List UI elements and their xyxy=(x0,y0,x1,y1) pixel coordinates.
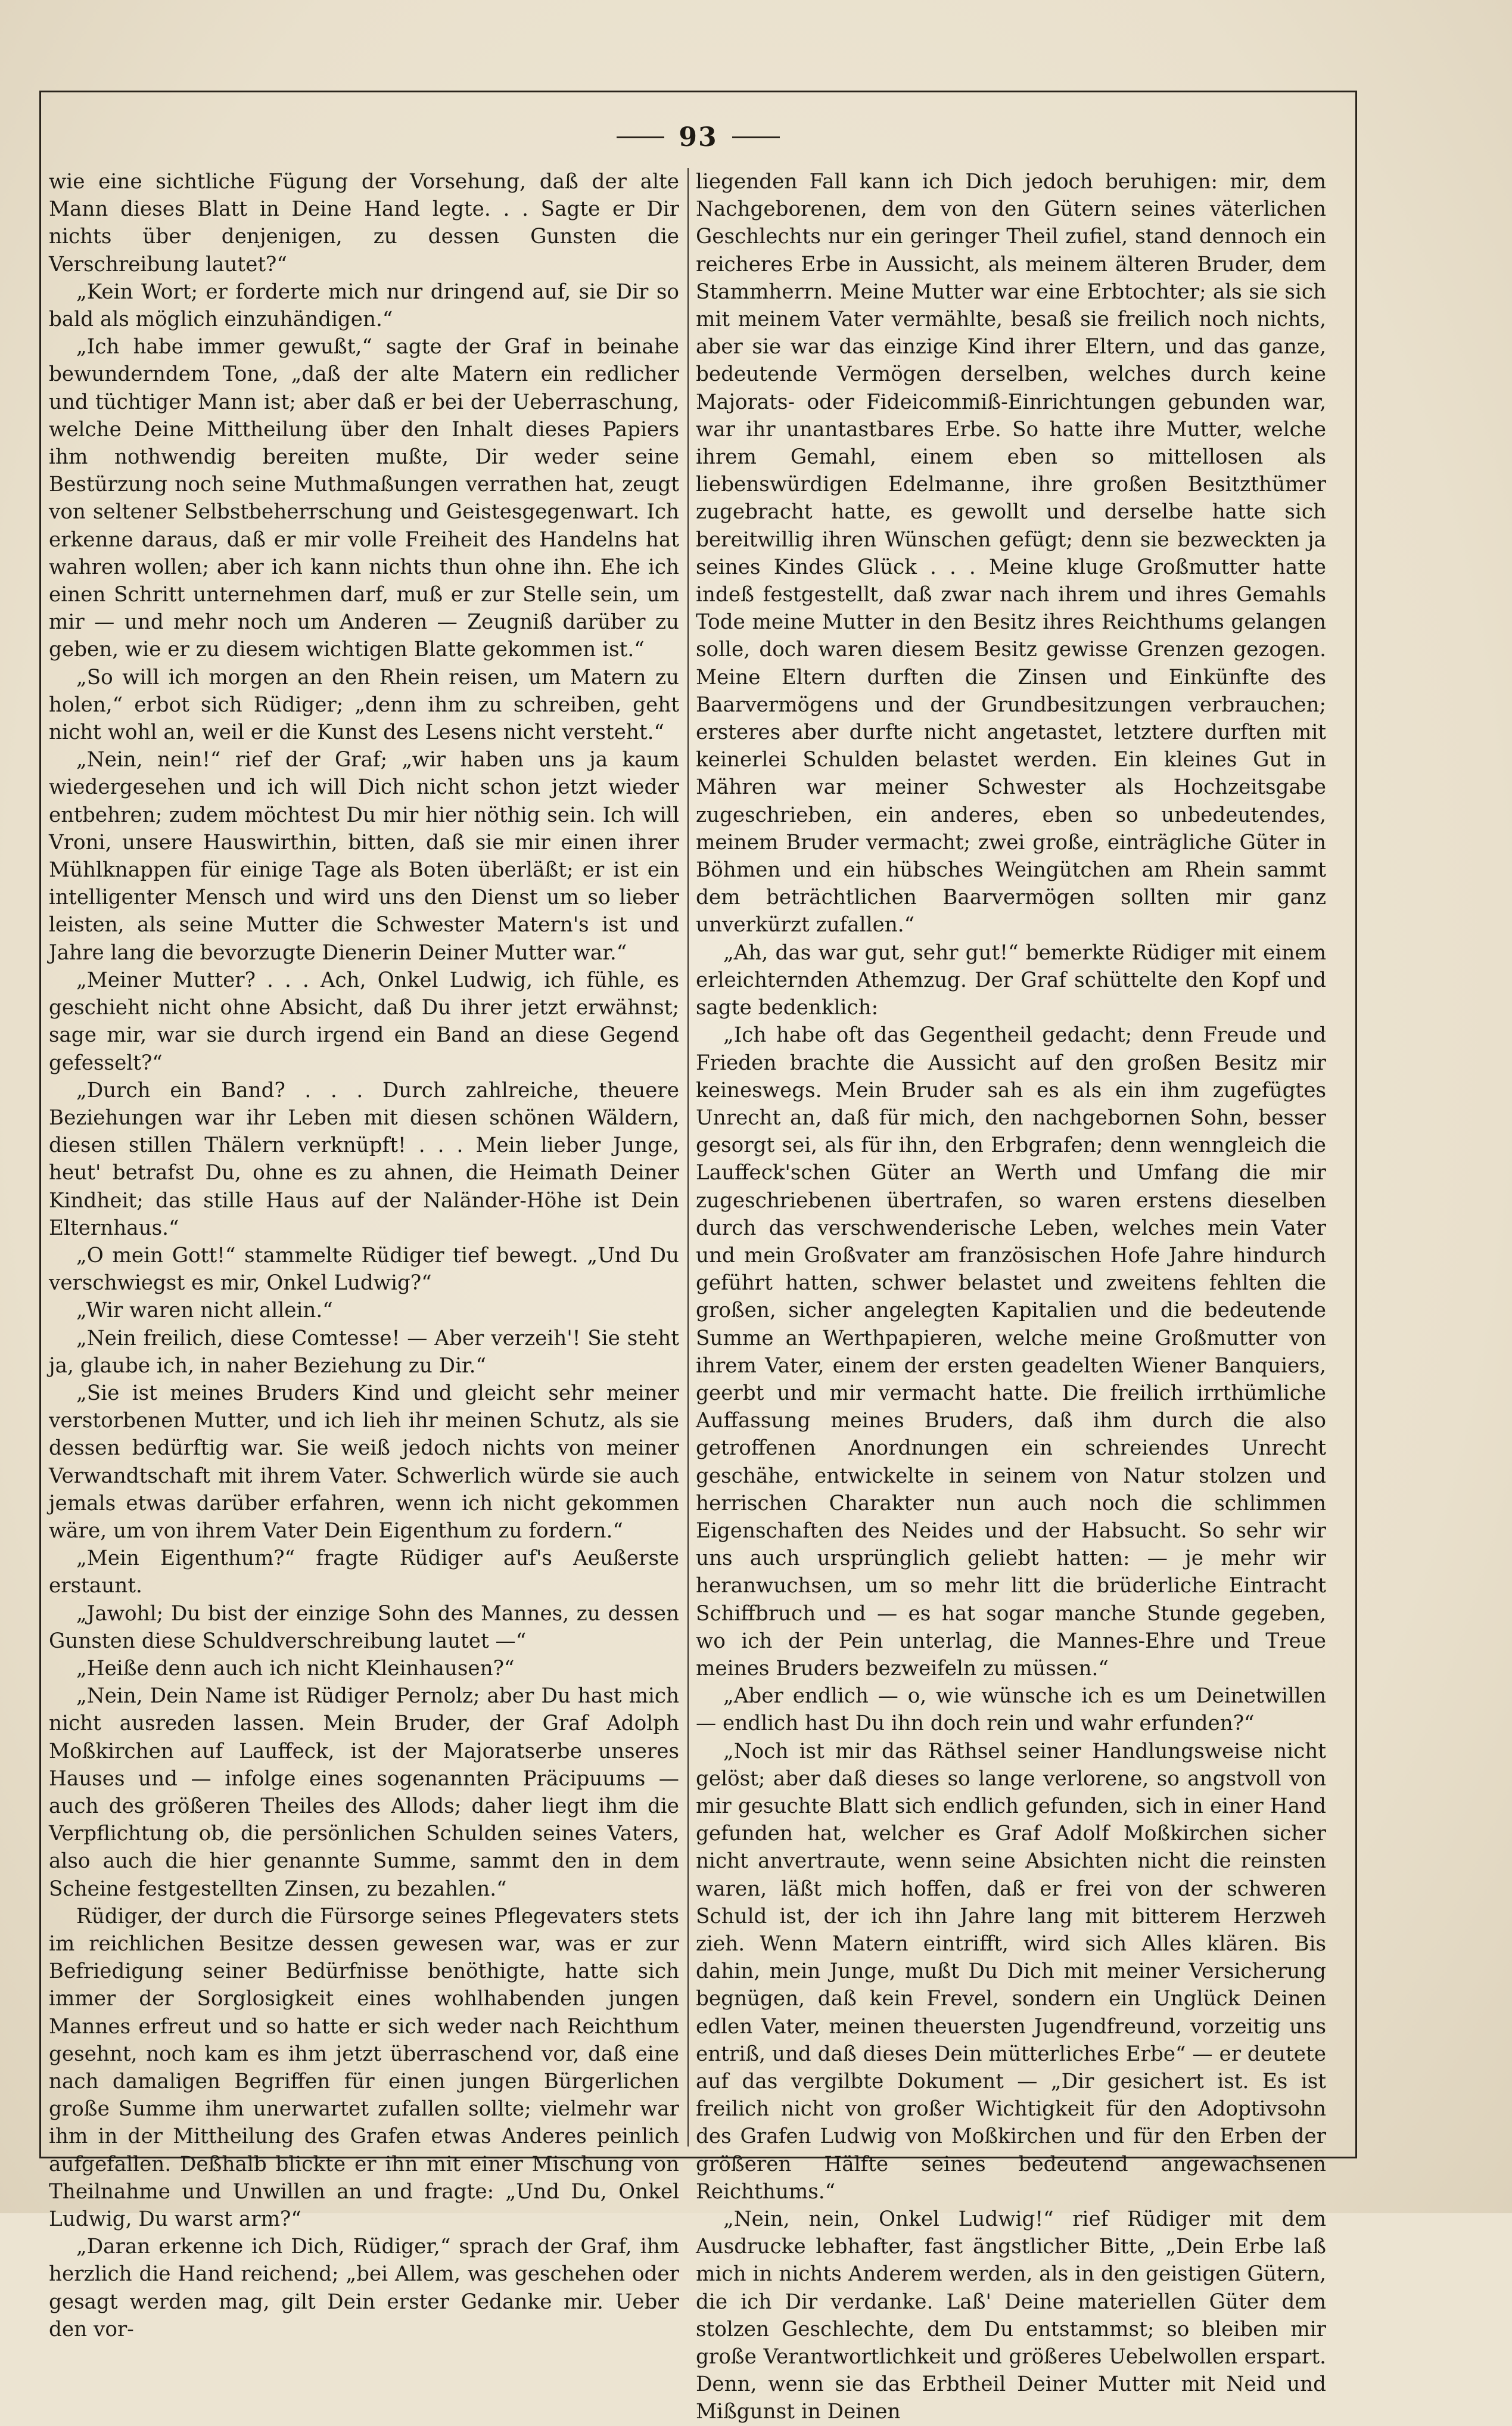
column-divider xyxy=(687,168,689,2147)
paragraph: „Nein, Dein Name ist Rüdiger Pernolz; aber Du hast mich nicht ausreden lassen. Mein Bruder, der Graf Adolph Moßkirchen auf Lauffeck, ist der Majoratserbe unseres Hauses und — infolge eines sogenannten Präcipuums — auch des größeren Theiles des Allods; daher liegt ihm die Verpflichtung ob, die persönlichen Schulden seines Vaters, also auch die hier genannte Summe, sammt den in dem Scheine festgestellten Zinsen, zu bezahlen.“ xyxy=(49,1684,679,1901)
paragraph: „Sie ist meines Bruders Kind und gleicht sehr meiner verstorbenen Mutter, und ich lieh ihr meinen Schutz, als sie dessen bedürftig war. Sie weiß jedoch nichts von meiner Verwandtschaft mit ihrem Vater. Schwerlich würde sie auch jemals etwas darüber erfahren, wenn ich nicht gekommen wäre, um von ihrem Vater Dein Eigenthum zu fordern.“ xyxy=(49,1381,679,1543)
paragraph: „Nein, nein!“ rief der Graf; „wir haben uns ja kaum wiedergesehen und ich will Dich nicht schon jetzt wieder entbehren; zudem möchtest Du mir hier nöthig sein. Ich will Vroni, unsere Hauswirthin, bitten, daß sie mir einen ihrer Mühlknappen für einige Tage als Boten überläßt; er ist ein intelligenter Mensch und wird uns den Dienst um so lieber leisten, als seine Mutter die Schwester Matern's ist und Jahre lang die bevorzugte Dienerin Deiner Mutter war.“ xyxy=(49,748,679,965)
paragraph: „Wir waren nicht allein.“ xyxy=(76,1299,333,1323)
paragraph: „Durch ein Band? . . . Durch zahlreiche, theuere Beziehungen war ihr Leben mit diesen schönen Wäldern, diesen stillen Thälern verknüpft! . . . Mein lieber Junge, heut' betrafst Du, ohne es zu ahnen, die Heimath Deiner Kindheit; das stille Haus auf der Naländer-Höhe ist Dein Elternhaus.“ xyxy=(49,1078,679,1240)
paragraph: „Ah, das war gut, sehr gut!“ bemerkte Rüdiger mit einem erleichternden Athemzug. Der Graf schüttelte den Kopf und sagte bedenklich: xyxy=(696,940,1326,1020)
paragraph: „Aber endlich — o, wie wünsche ich es um Deinetwillen — endlich hast Du ihn doch rein und wahr erfunden?“ xyxy=(696,1684,1326,1736)
paragraph: „Ich habe immer gewußt,“ sagte der Graf in beinahe bewunderndem Tone, „daß der alte Matern ein redlicher und tüchtiger Mann ist; aber daß er bei der Ueberraschung, welche Deine Mittheilung über den Inhalt dieses Papiers ihm nothwendig bereiten mußte, Dir weder seine Bestürzung noch seine Muthmaßungen verrathen hat, zeugt von seltener Selbstbeherrschung und Geistesgegenwart. Ich erkenne daraus, daß er mir volle Freiheit des Handelns hat wahren wollen; aber ich kann nichts thun ohne ihn. Ehe ich einen Schritt unternehmen darf, muß er zur Stelle sein, um mir — und mehr noch um Anderen — Zeugniß darüber zu geben, wie er zu diesem wichtigen Blatte gekommen ist.“ xyxy=(49,335,679,662)
right-column xyxy=(696,168,1326,2424)
paragraph: wie eine sichtliche Fügung der Vorsehung, daß der alte Mann dieses Blatt in Deine Hand legte. . . Sagte er Dir nichts über denjenigen, zu dessen Gunsten die Verschreibung lautet?“ xyxy=(49,170,679,277)
paragraph: „Nein freilich, diese Comtesse! — Aber verzeih'! Sie steht ja, glaube ich, in naher Beziehung zu Dir.“ xyxy=(49,1326,679,1378)
paragraph: „Daran erkenne ich Dich, Rüdiger,“ sprach der Graf, ihm herzlich die Hand reichend; „bei Allem, was geschehen oder gesagt werden mag, gilt Dein erster Gedanke mir. Ueber den vor- xyxy=(49,2235,679,2341)
left-column xyxy=(49,168,679,2341)
page-number: 93 xyxy=(679,122,718,153)
paragraph: „Jawohl; Du bist der einzige Sohn des Mannes, zu dessen Gunsten diese Schuldverschreibung lautet —“ xyxy=(49,1601,679,1653)
paragraph: „Mein Eigenthum?“ fragte Rüdiger auf's Aeußerste erstaunt. xyxy=(49,1546,679,1598)
paragraph: „Ich habe oft das Gegentheil gedacht; denn Freude und Frieden brachte die Aussicht auf den großen Besitz mir keineswegs. Mein Bruder sah es als ein ihm zugefügtes Unrecht an, daß für mich, den nachgebornen Sohn, besser gesorgt sei, als für ihn, den Erbgrafen; denn wenngleich die Lauffeck'schen Güter an Werth und Umfang die mir zugeschriebenen übertrafen, so waren erstens dieselben durch das verschwenderische Leben, welches mein Vater und mein Großvater am französischen Hofe Jahre hindurch geführt hatten, schwer belastet und zweitens fehlten die großen, sicher angelegten Kapitalien und die bedeutende Summe an Werthpapieren, welche meine Großmutter von ihrem Vater, einem der ersten geadelten Wiener Banquiers, geerbt und mir vermacht hatte. Die freilich irrthümliche Auffassung meines Bruders, daß ihm durch die also getroffenen Anordnungen ein schreiendes Unrecht geschähe, entwickelte in seinem von Natur stolzen und herrischen Charakter nun auch noch die schlimmen Eigenschaften des Neides und der Habsucht. So sehr wir uns auch ursprünglich geliebt hatten: — je mehr wir heranwuchsen, um so mehr litt die brüderliche Eintracht Schiffbruch und — es hat sogar manche Stunde gegeben, wo ich der Pein unterlag, die Mannes-Ehre und Treue meines Bruders bezweifeln zu müssen.“ xyxy=(696,1023,1326,1681)
paragraph: liegenden Fall kann ich Dich jedoch beruhigen: mir, dem Nachgeborenen, dem von den Gütern seines väterlichen Geschlechts nur ein geringer Theil zufiel, stand dennoch ein reicheres Erbe in Aussicht, als meinem älteren Bruder, dem Stammherrn. Meine Mutter war eine Erbtochter; als sie sich mit meinem Vater vermählte, besaß sie freilich noch nichts, aber sie war das einzige Kind ihrer Eltern, und das ganze, bedeutende Vermögen derselben, welches durch keine Majorats- oder Fideicommiß-Einrichtungen gebunden war, war ihr unantastbares Erbe. So hatte ihre Mutter, welche ihrem Gemahl, einem eben so mittellosen als liebenswürdigen Edelmanne, ihre großen Besitzthümer zugebracht hatte, es gewollt und derselbe hatte sich bereitwillig ihren Wünschen gefügt; denn sie bezweckten ja seines Kindes Glück . . . Meine kluge Großmutter hatte indeß festgestellt, daß zwar nach ihrem und ihres Gemahls Tode meine Mutter in den Besitz ihres Reichthums gelangen solle, doch waren diesem Besitz gewisse Grenzen gezogen. Meine Eltern durften die Zinsen und Einkünfte des Baarvermögens und der Grundbesitzungen verbrauchen; ersteres aber durfte nicht angetastet, letztere durften mit keinerlei Schulden belastet werden. Ein kleines Gut in Mähren war meiner Schwester als Hochzeitsgabe zugeschrieben, ein anderes, eben so unbedeutendes, meinem Bruder vermacht; zwei große, einträgliche Güter in Böhmen und ein hübsches Weingütchen am Rhein sammt dem beträchtlichen Baarvermögen sollten mir ganz unverkürzt zufallen.“ xyxy=(696,170,1326,937)
paragraph: „Kein Wort; er forderte mich nur dringend auf, sie Dir so bald als möglich einzuhändigen.“ xyxy=(49,279,679,332)
paragraph: Rüdiger, der durch die Fürsorge seines Pflegevaters stets im reichlichen Besitze dessen gewesen war, was er zur Befriedigung seiner Bedürfnisse benöthigte, hatte sich immer der Sorglosigkeit eines wohlhabenden jungen Mannes erfreut und so hatte er sich weder nach Reichthum gesehnt, noch kam es ihm jetzt überraschend vor, daß eine nach damaligen Begriffen für einen jungen Bürgerlichen große Summe ihm unerwartet zufallen sollte; vielmehr war ihm in der Mittheilung des Grafen etwas Anderes peinlich aufgefallen. Deßhalb blickte er ihn mit einer Mischung von Theilnahme und Unwillen an und fragte: „Und Du, Onkel Ludwig, Du warst arm?“ xyxy=(49,1904,679,2232)
left-ornament xyxy=(617,136,664,138)
right-ornament xyxy=(732,136,780,138)
paragraph: „O mein Gott!“ stammelte Rüdiger tief bewegt. „Und Du verschwiegst es mir, Onkel Ludwig?“ xyxy=(49,1243,679,1296)
paragraph: „Heiße denn auch ich nicht Kleinhausen?“ xyxy=(76,1656,515,1681)
paragraph: „Noch ist mir das Räthsel seiner Handlungsweise nicht gelöst; aber daß dieses so lange verlorene, so angstvoll von mir gesuchte Blatt sich endlich gefunden, sich in einer Hand gefunden hat, welcher es Graf Adolf Moßkirchen sicher nicht anvertraute, wenn seine Absichten nicht die reinsten waren, läßt mich hoffen, daß er frei von der schweren Schuld ist, der ich ihn Jahre lang mit bitterem Herzweh zieh. Wenn Matern eintrifft, wird sich Alles klären. Bis dahin, mein Junge, mußt Du Dich mit meiner Versicherung begnügen, daß kein Frevel, sondern ein Unglück Deinen edlen Vater, meinen theuersten Jugendfreund, vorzeitig uns entriß, und daß dieses Dein mütterliches Erbe“ — er deutete auf das vergilbte Dokument — „Dir gesichert ist. Es ist freilich nicht von großer Wichtigkeit für den Adoptivsohn des Grafen Ludwig von Moßkirchen und für den Erben der größeren Hälfte seines bedeutend angewachsenen Reichthums.“ xyxy=(696,1739,1326,2204)
paragraph: „So will ich morgen an den Rhein reisen, um Matern zu holen,“ erbot sich Rüdiger; „denn ihm zu schreiben, geht nicht wohl an, weil er die Kunst des Lesens nicht versteht.“ xyxy=(49,665,679,745)
paragraph: „Meiner Mutter? . . . Ach, Onkel Ludwig, ich fühle, es geschieht nicht ohne Absicht, daß Du ihrer jetzt erwähnst; sage mir, war sie durch irgend ein Band an diese Gegend gefesselt?“ xyxy=(49,968,679,1075)
paragraph: „Nein, nein, Onkel Ludwig!“ rief Rüdiger mit dem Ausdrucke lebhafter, fast ängstlicher Bitte, „Dein Erbe laß mich in nichts Anderem werden, als in den geistigen Gütern, die ich Dir verdanke. Laß' Deine materiellen Güter dem stolzen Geschlechte, dem Du entstammst; so bleiben mir große Verantwortlichkeit und größeres Uebelwollen erspart. Denn, wenn sie das Erbtheil Deiner Mutter mit Neid und Mißgunst in Deinen xyxy=(696,2207,1326,2424)
page-header xyxy=(39,113,1357,161)
